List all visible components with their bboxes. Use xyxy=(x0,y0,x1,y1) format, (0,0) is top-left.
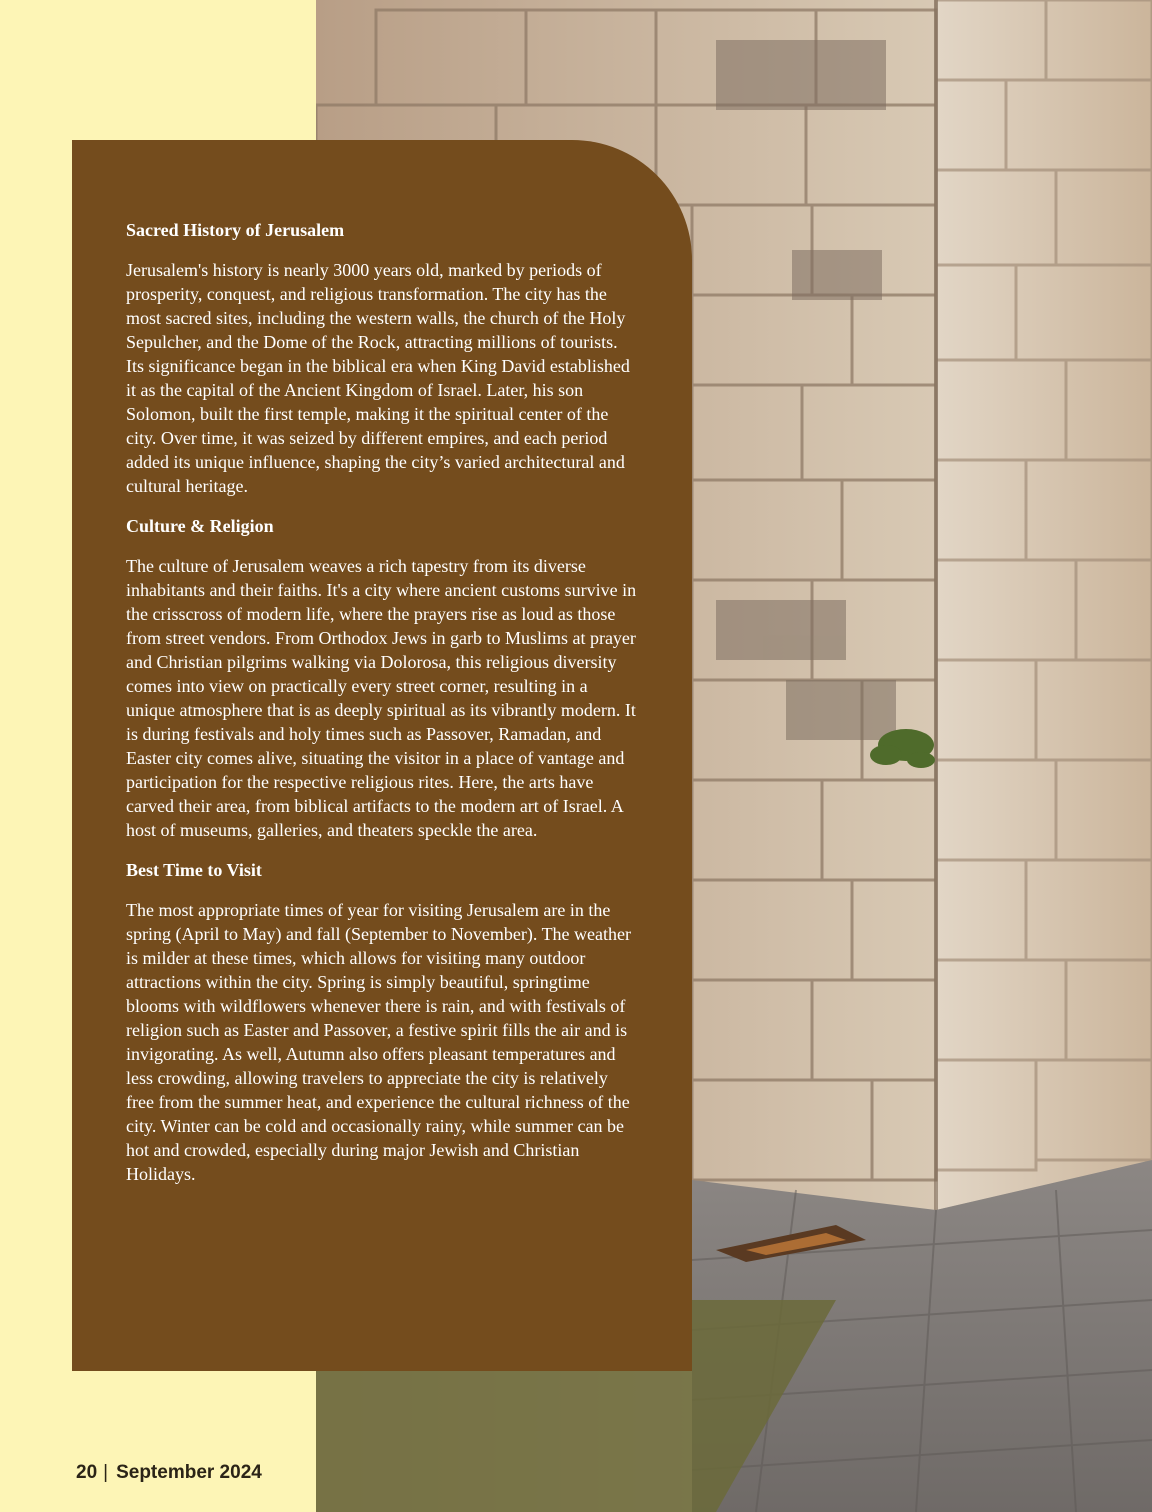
section-culture-religion xyxy=(126,514,640,842)
section-body: The most appropriate times of year for visiting Jerusalem are in the spring (April to May) and fall (September to November). The weather is milder at these times, which allows for visiting many outdoor attractions within the city. Spring is simply beautiful, springtime blooms with wildflowers whenever there is rain, and with festivals of religion such as Easter and Passover, a festive spirit fills the air and is invigorating. As well, Autumn also offers pleasant temperatures and less crowding, allowing travelers to appreciate the city is relatively free from the summer heat, and experience the cultural richness of the city. Winter can be cold and occasionally rainy, while summer can be hot and crowded, especially during major Jewish and Christian Holidays. xyxy=(126,900,632,1184)
section-body: The culture of Jerusalem weaves a rich tapestry from its diverse inhabitants and their faiths. It's a city where ancient customs survive in the crisscross of modern life, where the prayers rise as loud as those from street vendors. From Orthodox Jews in garb to Muslims at prayer and Christian pilgrims walking via Dolorosa, this religious diversity comes into view on practically every street corner, resulting in a unique atmosphere that is as deeply spiritual as its vibrantly modern. It is during festivals and holy times such as Passover, Ramadan, and Easter city comes alive, situating the visitor in a place of vantage and participation for the respective religious rites. Here, the arts have carved their area, from biblical artifacts to the modern art of Israel. A host of museums, galleries, and theaters speckle the area. xyxy=(126,556,637,840)
article-panel xyxy=(72,140,692,1371)
section-best-time xyxy=(126,858,640,1186)
section-body: Jerusalem's history is nearly 3000 years old, marked by periods of prosperity, conquest, and religious transformation. The city has the most sacred sites, including the western walls, the church of the Holy Sepulcher, and the Dome of the Rock, attracting millions of tourists. Its significance began in the biblical era when King David established it as the capital of the Ancient Kingdom of Israel. Later, his son Solomon, built the first temple, making it the spiritual center of the city. Over time, it was seized by different empires, and each period added its unique influence, shaping the city’s varied architectural and cultural heritage. xyxy=(126,260,630,496)
section-title: Sacred History of Jerusalem xyxy=(126,220,345,240)
page-footer xyxy=(76,1460,262,1486)
section-title: Best Time to Visit xyxy=(126,860,262,880)
footer-separator: | xyxy=(103,1462,109,1483)
section-sacred-history xyxy=(126,218,640,498)
page-number: 20 xyxy=(76,1462,98,1483)
section-title: Culture & Religion xyxy=(126,516,274,536)
issue-date: September 2024 xyxy=(116,1462,262,1483)
